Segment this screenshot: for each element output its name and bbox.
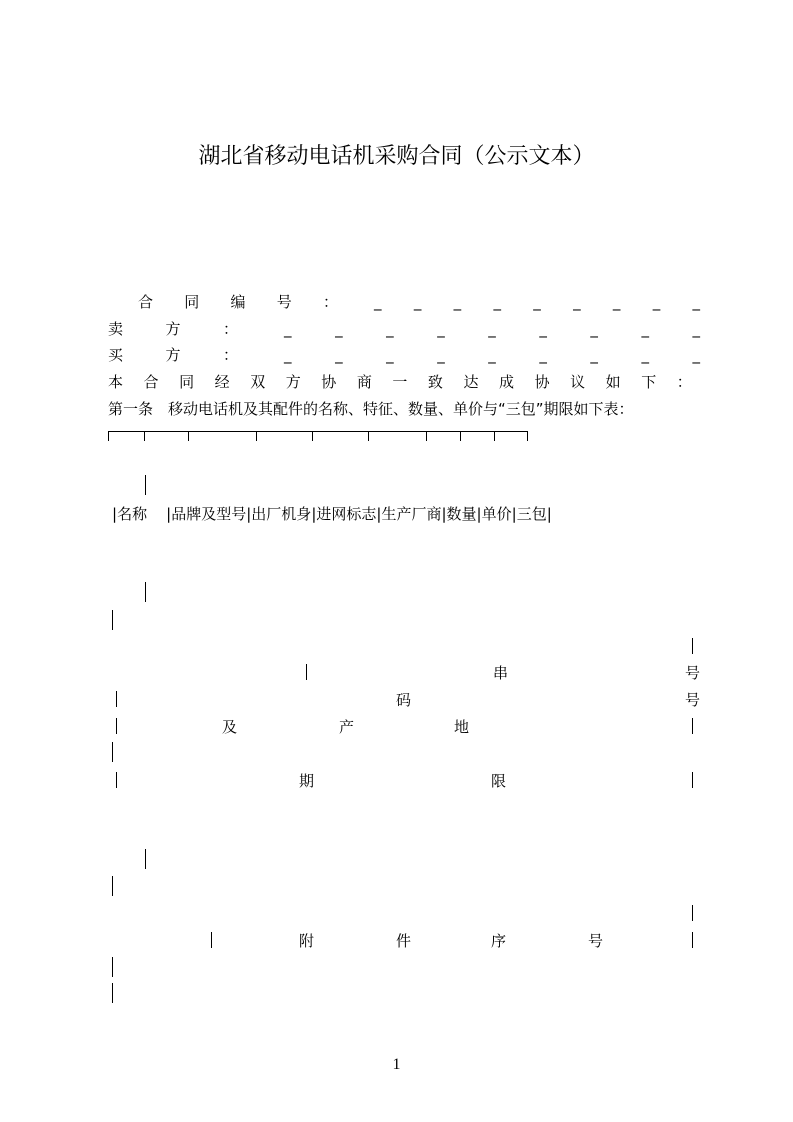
header-unit-price: 单价 <box>481 505 512 523</box>
number-char: 号 <box>588 932 604 950</box>
buyer-blank[interactable]: _ _ _ _ _ _ _ _ _ <box>284 346 700 364</box>
document-title: 湖北省移动电话机采购合同（公示文本） <box>198 144 595 169</box>
table-divider <box>692 718 693 734</box>
table-divider <box>692 638 693 654</box>
table-divider <box>211 932 212 948</box>
table-divider <box>112 876 113 896</box>
table-divider <box>112 610 113 630</box>
table-rule-tick <box>527 431 528 441</box>
table-divider <box>145 582 146 602</box>
contract-no-blank[interactable]: _ _ _ _ _ _ _ _ _ <box>374 293 700 311</box>
header-manufacturer: 生产厂商 <box>381 505 442 523</box>
sequence-char: 序 <box>491 932 507 950</box>
serial-char: 串 <box>493 664 509 682</box>
table-rule-tick <box>144 431 145 441</box>
and-char: 及 <box>222 718 238 736</box>
serial-hao-char: 号 <box>685 664 701 682</box>
period-char: 期 <box>299 772 315 790</box>
table-divider <box>692 932 693 948</box>
table-divider <box>692 772 693 788</box>
table-divider <box>112 957 113 977</box>
table-rule-tick <box>108 431 109 441</box>
table-header-row: |名称 |品牌及型号|出厂机身|进网标志|生产厂商|数量|单价|三包| <box>112 505 552 523</box>
table-divider <box>112 742 113 762</box>
table-divider <box>116 718 117 734</box>
code-hao-char: 号 <box>685 691 701 709</box>
table-divider <box>306 664 307 680</box>
table-rule-tick <box>460 431 461 441</box>
produce-char: 产 <box>339 718 355 736</box>
header-brand-model: 品牌及型号 <box>171 505 247 523</box>
code-char: 码 <box>396 691 412 709</box>
table-rule-tick <box>256 431 257 441</box>
header-warranty: 三包 <box>516 505 547 523</box>
part-char: 件 <box>396 932 412 950</box>
place-char: 地 <box>454 718 470 736</box>
header-name: 名称 <box>117 505 148 523</box>
table-rule-tick <box>188 431 189 441</box>
table-divider <box>145 849 146 869</box>
contract-no-label: 合 同 编 号 ： <box>138 293 338 311</box>
buyer-label: 买 方 ： <box>108 346 238 364</box>
accessory-char: 附 <box>299 932 315 950</box>
seller-label: 卖 方 ： <box>108 320 238 338</box>
table-top-rule <box>108 431 528 432</box>
table-divider <box>692 905 693 921</box>
table-divider <box>116 691 117 707</box>
table-divider <box>112 983 113 1003</box>
header-network-mark: 进网标志 <box>316 505 377 523</box>
table-rule-tick <box>368 431 369 441</box>
header-quantity: 数量 <box>446 505 477 523</box>
table-divider <box>145 475 146 495</box>
agreement-line: 本 合 同 经 双 方 协 商 一 致 达 成 协 议 如 下 ： <box>108 373 692 391</box>
article-1: 第一条 移动电话机及其配件的名称、特征、数量、单价与“三包”期限如下表： <box>108 400 634 418</box>
table-rule-tick <box>312 431 313 441</box>
table-rule-tick <box>494 431 495 441</box>
page-number: 1 <box>392 1056 401 1073</box>
seller-blank[interactable]: _ _ _ _ _ _ _ _ _ <box>284 320 700 338</box>
table-divider <box>116 772 117 788</box>
table-rule-tick <box>426 431 427 441</box>
limit-char: 限 <box>491 772 507 790</box>
header-serial: 出厂机身 <box>251 505 312 523</box>
